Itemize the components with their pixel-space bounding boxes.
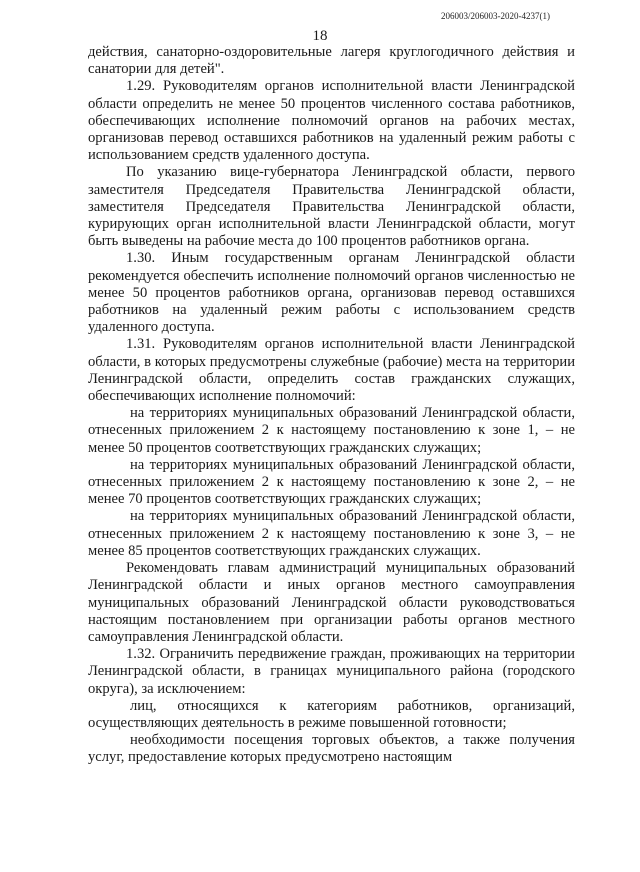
- document-id: 206003/206003-2020-4237(1): [441, 11, 550, 21]
- list-item-zone-2: на территориях муниципальных образований Ленинградской области, отнесенных приложением 2 к настоящему постановлению к зоне 2, – не менее 70 процентов соответствующих гражданских служащих;: [88, 456, 575, 508]
- paragraph-continuation: действия, санаторно-оздоровительные лагеря круглогодичного действия и санатории для детей".: [88, 44, 575, 78]
- paragraph-1-29: 1.29. Руководителям органов исполнительной власти Ленинградской области определить не менее 50 процентов численного состава работников, обеспечивающих исполнение полномочий органов на рабочих местах, организовав перевод оставшихся работников на удаленный режим работы с использованием средств удаленного доступа.: [88, 78, 575, 164]
- document-body: [88, 44, 575, 767]
- page-number: 18: [312, 28, 328, 44]
- paragraph-vice-governor: По указанию вице-губернатора Ленинградской области, первого заместителя Председателя Правительства Ленинградской области, заместителя Председателя Правительства Ленинградской области, курирующих орган исполнительной власти Ленинградской области, могут быть выведены на рабочие места до 100 процентов работников органа.: [88, 164, 575, 250]
- list-item-zone-3: на территориях муниципальных образований Ленинградской области, отнесенных приложением 2 к настоящему постановлению к зоне 3, – не менее 85 процентов соответствующих гражданских служащих.: [88, 508, 575, 559]
- paragraph-recommendation: Рекомендовать главам администраций муниципальных образований Ленинградской области и иных органов местного самоуправления муниципальных образований Ленинградской области руководствоваться настоящим постановлением при организации работы органов местного самоуправления Ленинградской области.: [88, 560, 575, 645]
- paragraph-1-31: 1.31. Руководителям органов исполнительной власти Ленинградской области, в которых предусмотрены служебные (рабочие) места на территории Ленинградской области, определить состав гражданских служащих, обеспечивающих исполнение полномочий:: [88, 336, 575, 405]
- list-item-zone-1: на территориях муниципальных образований Ленинградской области, отнесенных приложением 2 к настоящему постановлению к зоне 1, – не менее 50 процентов соответствующих гражданских служащих;: [88, 405, 575, 456]
- paragraph-1-30: 1.30. Иным государственным органам Ленинградской области рекомендуется обеспечить исполнение полномочий органов численностью не менее 50 процентов работников органа, организовав перевод оставшихся работников на удаленный режим работы с использованием средств удаленного доступа.: [88, 250, 575, 336]
- paragraph-1-32: 1.32. Ограничить передвижение граждан, проживающих на территории Ленинградской области, в границах муниципального района (городского округа), за исключением:: [88, 646, 575, 697]
- list-item-workers: лиц, относящихся к категориям работников, организаций, осуществляющих деятельность в режиме повышенной готовности;: [88, 697, 575, 731]
- list-item-shopping: необходимости посещения торговых объектов, а также получения услуг, предоставление которых предусмотрено настоящим: [88, 732, 575, 766]
